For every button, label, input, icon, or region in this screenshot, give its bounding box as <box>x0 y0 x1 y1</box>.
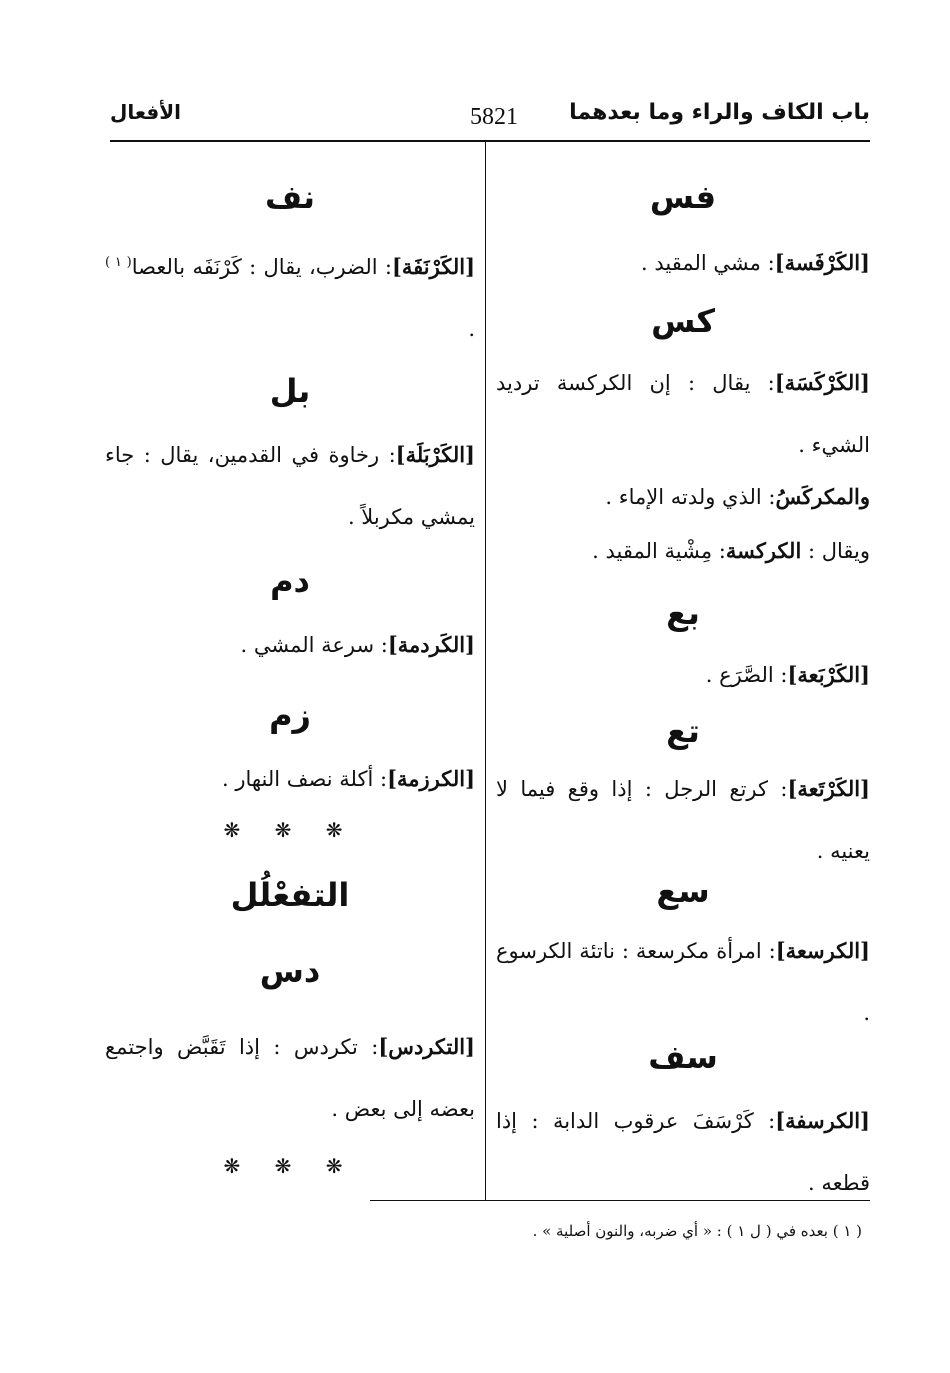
entry-term: [الكَرْفَسة] <box>774 250 870 275</box>
heading-nf: نف <box>264 178 316 216</box>
entry-term: [الكَرْنَفَة] <box>391 254 475 279</box>
entry-mukarkas <box>496 466 870 528</box>
entry-text: : سرعة المشي . <box>240 633 388 657</box>
entry-text: : الذي ولدته الإماء . <box>605 485 776 509</box>
heading-ds: دس <box>259 952 321 990</box>
heading-ks: كس <box>651 302 715 340</box>
column-divider <box>485 141 486 1201</box>
entry-term: [الكَرْتَعة] <box>787 776 870 801</box>
entry-term: [الكَرْبَلَة] <box>395 442 475 467</box>
entry-karta3a <box>496 758 870 882</box>
entry-karfasa <box>496 232 870 294</box>
entry-text: : رخاوة في القدمين، يقال : جاء يمشي مكربلاً . <box>105 443 475 529</box>
page-header <box>110 100 870 140</box>
footnote-rule <box>370 1200 870 1201</box>
entry-kardama <box>105 614 475 676</box>
entry-term: [الكَرْبَعة] <box>787 662 870 687</box>
chapter-title: باب الكاف والراء وما بعدهما <box>569 100 870 125</box>
heading-zm: زم <box>269 696 311 734</box>
entry-prefix: ويقال : <box>807 539 870 563</box>
entry-karba3a <box>496 644 870 706</box>
entry-karsa3a <box>496 920 870 1044</box>
heading-b3: بع <box>666 594 700 632</box>
entry-text: : كرتع الرجل : إذا وقع فيما لا يعنيه . <box>496 777 870 863</box>
entry-text: : تكردس : إذا تَقَبَّض واجتمع بعضه إلى بعض . <box>105 1035 475 1121</box>
heading-bl: بل <box>269 372 311 410</box>
entry-tail: . <box>468 317 475 341</box>
entry-karbala <box>105 424 475 548</box>
page-number: 5821 <box>470 104 518 130</box>
entry-text: : كَرْسَفَ عرقوب الدابة : إذا قطعه . <box>496 1109 870 1195</box>
heading-fs: فس <box>649 178 717 216</box>
section-title: الأفعال <box>110 100 181 124</box>
entry-term: [الكرسعة] <box>775 938 870 963</box>
entry-text: : مِشْية المقيد . <box>592 539 726 563</box>
entry-text: : أكلة نصف النهار . <box>221 767 388 791</box>
entry-text: : الصَّرَع . <box>705 663 788 687</box>
entry-term: [الكرسفة] <box>775 1108 870 1133</box>
entry-karsafa <box>496 1090 870 1214</box>
entry-term: الكركسة <box>725 538 802 563</box>
separator-stars: ❋ ❋ ❋ <box>223 818 357 842</box>
entry-text: : يقال : إن الكركسة ترديد الشيء . <box>496 371 870 457</box>
heading-tafa3lul: التفعْلُل <box>230 876 350 914</box>
entry-term: [الكَرْكَسَة] <box>774 370 870 395</box>
entry-karkasa <box>496 352 870 476</box>
heading-sf: سف <box>648 1038 718 1076</box>
footnote: ( ١ ) بعده في ( ل ١ ) : « أي ضربه، والنون أصلية » . <box>532 1222 862 1240</box>
header-rule <box>110 140 870 142</box>
heading-t3: تع <box>666 712 700 750</box>
heading-dm: دم <box>270 562 310 600</box>
footnote-ref: ( ١ ) <box>105 255 132 270</box>
entry-karzama <box>105 748 475 810</box>
entry-takardus <box>105 1016 475 1140</box>
entry-text: : امرأة مكرسعة : ناتئة الكرسوع . <box>496 939 870 1025</box>
heading-s3: سع <box>656 872 710 910</box>
entry-karkasa-mishya <box>496 520 870 582</box>
entry-term: [الكرزمة] <box>387 766 475 791</box>
entry-term: [الكَردمة] <box>387 632 475 657</box>
separator-stars: ❋ ❋ ❋ <box>223 1154 357 1178</box>
entry-karnafa <box>105 232 475 360</box>
entry-text: : مشي المقيد . <box>641 251 775 275</box>
entry-text: : الضرب، يقال : كَرْنَفَه بالعصا <box>131 255 392 279</box>
entry-term: [التكردس] <box>378 1034 475 1059</box>
entry-term: والمكركَسُ <box>775 484 870 509</box>
